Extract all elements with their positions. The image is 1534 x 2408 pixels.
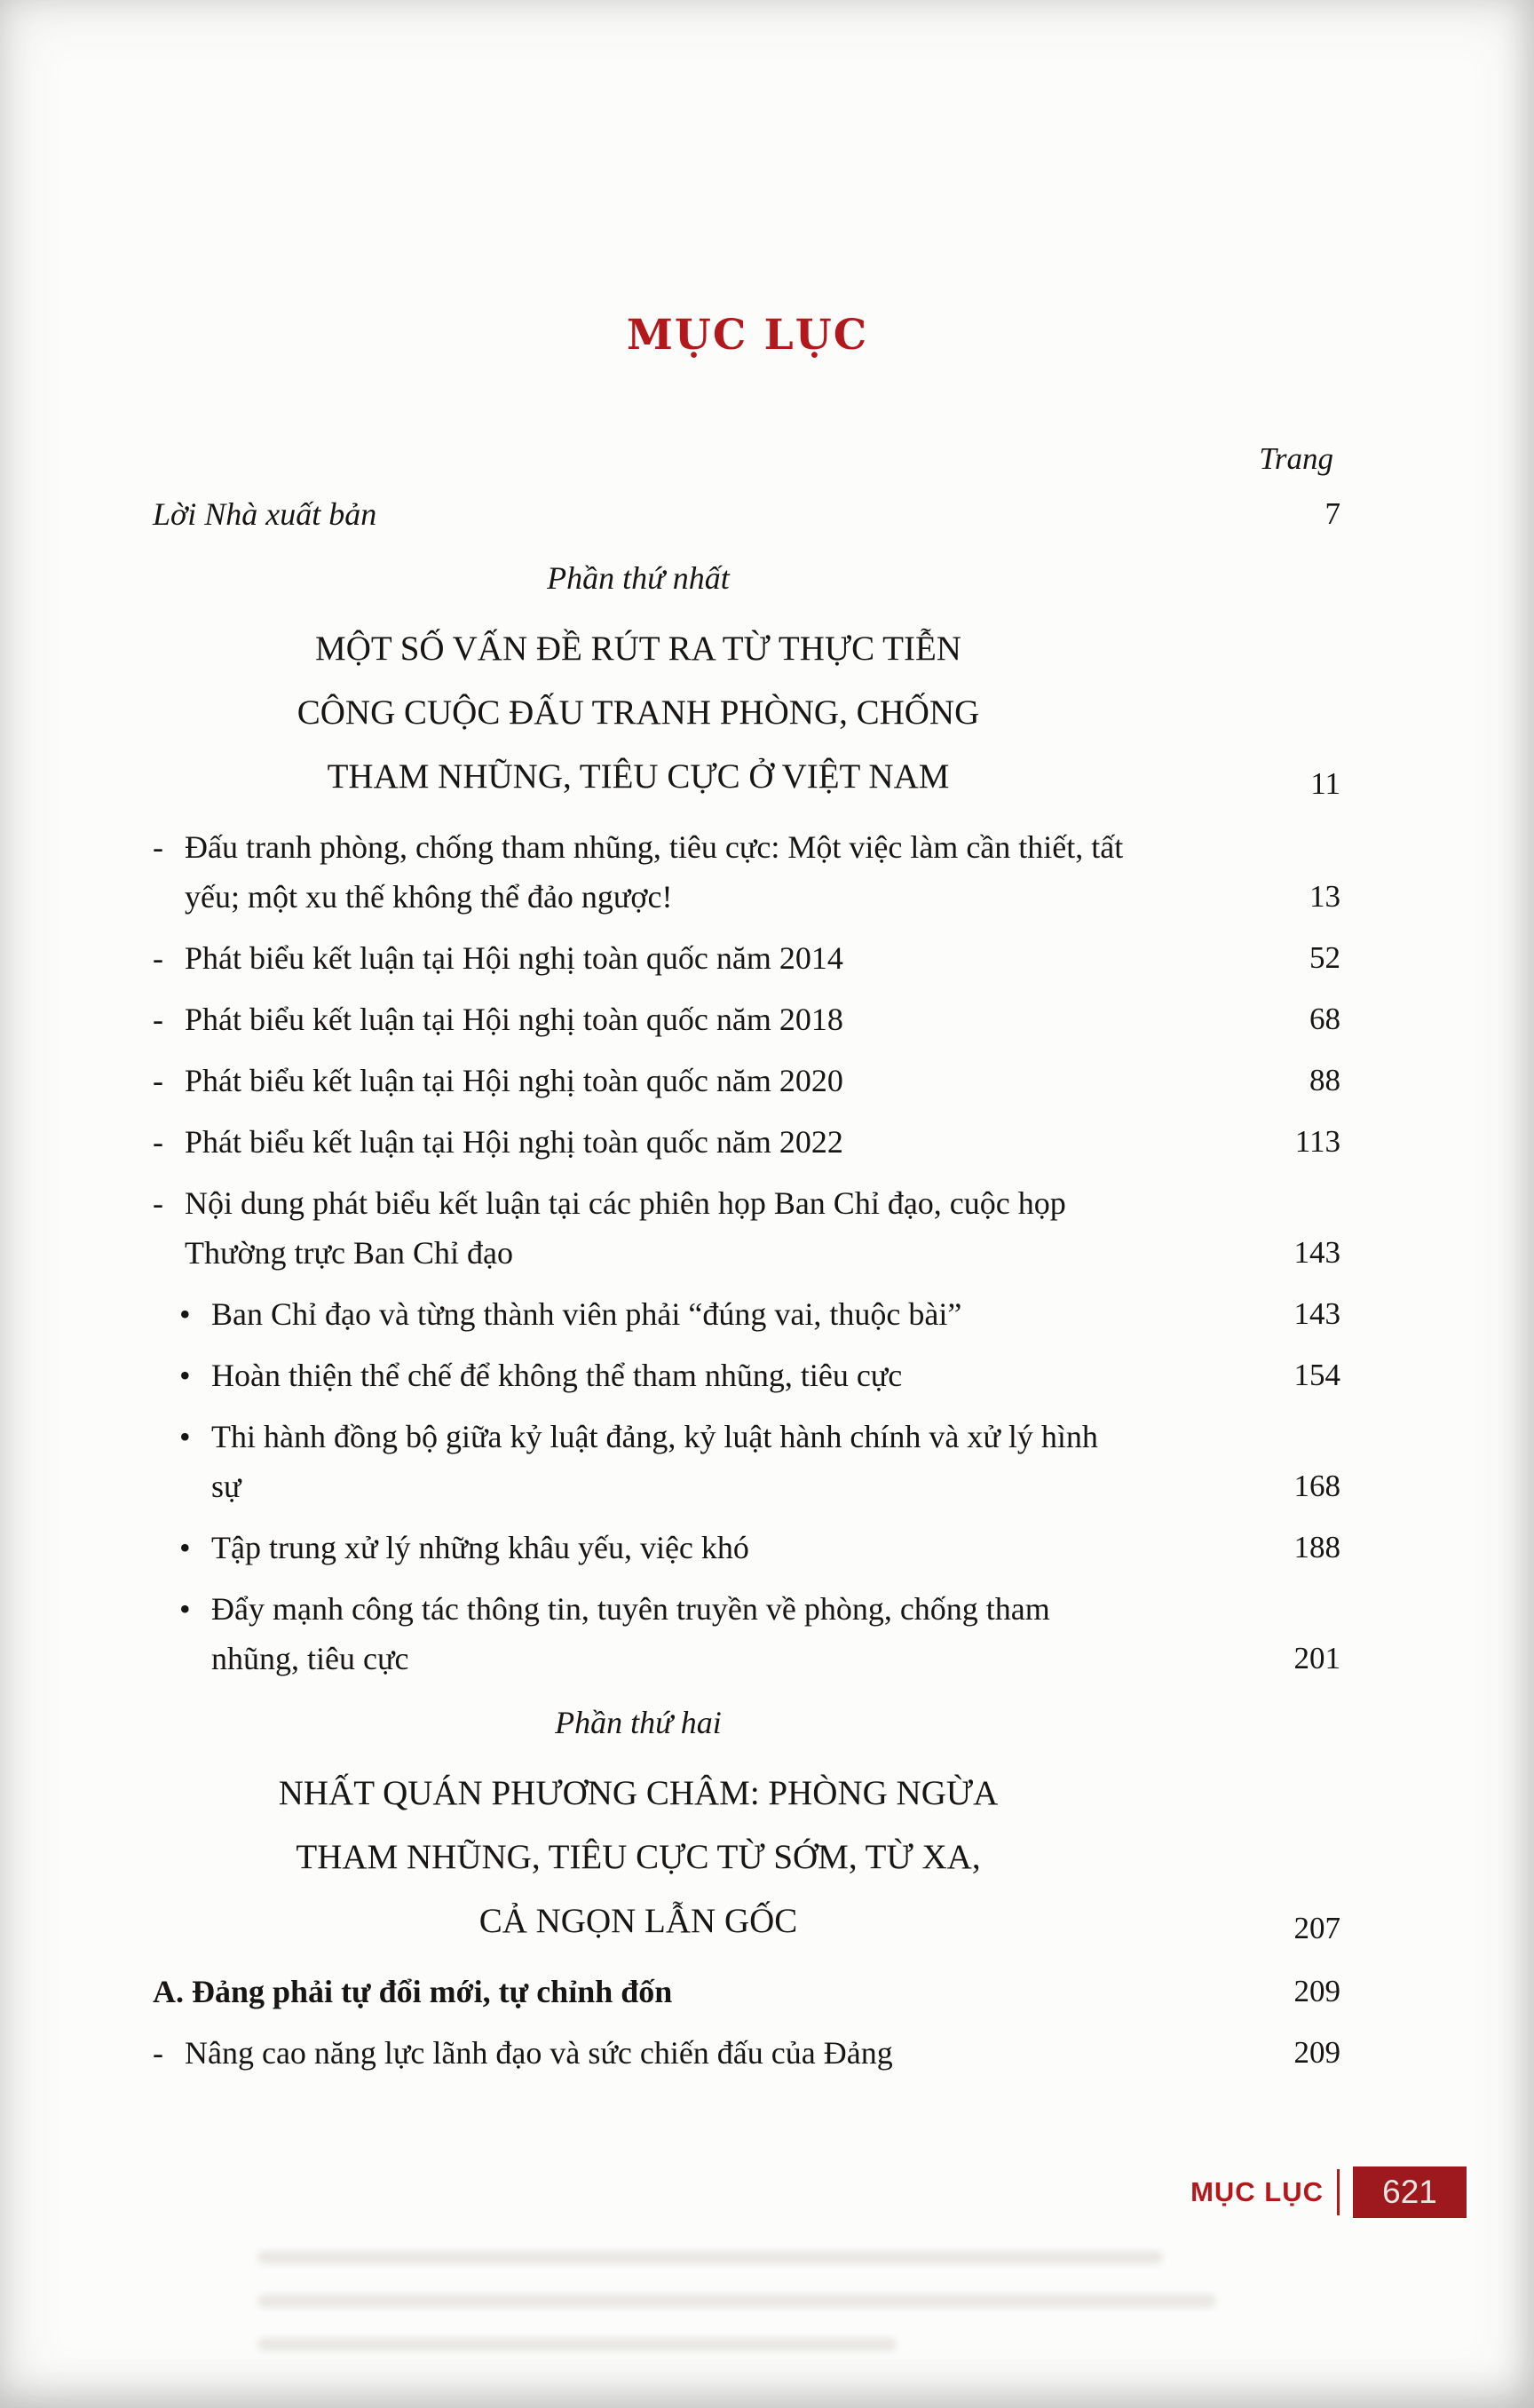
entry-label: Nâng cao năng lực lãnh đạo và sức chiến đấu của Đảng [185,2035,893,2071]
toc-entry [153,1412,1342,1511]
toc-entry-text [153,994,1124,1044]
toc-entry [153,933,1342,983]
toc-entry-page: 154 [1293,1358,1340,1392]
toc-entry [153,2028,1342,2078]
page-number: 621 [1382,2174,1437,2210]
section-title-line: NHẤT QUÁN PHƯƠNG CHÂM: PHÒNG NGỪA [278,1774,999,1812]
entry-label: Phát biểu kết luận tại Hội nghị toàn quốc năm 2022 [185,1124,843,1160]
dash-marker: - [153,1002,163,1037]
dash-marker: - [153,1063,163,1098]
section-title-row [153,617,1342,809]
footer-divider [1337,2169,1340,2215]
toc-entry-text [179,1289,1124,1339]
toc-entry-text [179,1523,1124,1572]
toc-entry [153,489,1342,539]
entry-label: Đấu tranh phòng, chống tham nhũng, tiêu cực: Một việc làm cần thiết, tất yếu; một xu thế không thể đảo ngược! [185,829,1124,915]
toc-entry-text [153,2028,1124,2078]
toc-entry-page: 188 [1293,1530,1340,1564]
toc-entry-text [153,933,1124,983]
section-title-line: MỘT SỐ VẤN ĐỀ RÚT RA TỪ THỰC TIỄN [315,630,961,668]
entry-label: Nội dung phát biểu kết luận tại các phiên họp Ban Chỉ đạo, cuộc họp Thường trực Ban Chỉ đạo [185,1185,1066,1271]
page-title: MỤC LỤC [626,311,869,360]
toc-entry-page: 207 [1293,1911,1340,1945]
toc-entry-page: 68 [1309,1002,1340,1036]
toc-entry-text: A. Đảng phải tự đổi mới, tự chỉnh đốn [153,1974,673,2009]
toc-entry-page: 11 [1310,766,1340,801]
toc-entry-page: 7 [1324,496,1340,531]
section-title-line: CẢ NGỌN LẪN GỐC [478,1902,798,1940]
show-through-line [257,2251,1163,2264]
toc-entry [153,1056,1342,1105]
entry-label: Ban Chỉ đạo và từng thành viên phải “đúng vai, thuộc bài” [211,1296,962,1332]
toc-entry [153,1289,1342,1339]
toc-entry-page: 88 [1309,1063,1340,1097]
show-through-artifact [257,2251,1216,2381]
toc-entry [153,1584,1342,1683]
page-number-box [1353,2166,1467,2218]
footer-section-label: MỤC LỤC [1190,2176,1324,2207]
section-title-line: THAM NHŨNG, TIÊU CỰC Ở VIỆT NAM [327,757,950,796]
page-column-header: Trang [1259,441,1333,476]
section-title [153,617,1124,809]
part-heading-row [153,1698,1342,1747]
toc-entry [153,1178,1342,1278]
part-heading-row [153,553,1342,603]
toc-entry [153,822,1342,922]
toc-entry-page: 168 [1293,1469,1340,1503]
section-title-line: THAM NHŨNG, TIÊU CỰC TỪ SỚM, TỪ XA, [296,1838,981,1876]
dash-marker: - [153,829,163,865]
table-of-contents [153,311,1342,2089]
entry-label: Thi hành đồng bộ giữa kỷ luật đảng, kỷ luật hành chính và xử lý hình sự [211,1419,1098,1504]
toc-entry-page: 52 [1309,940,1340,975]
page-footer [1190,2166,1467,2218]
dash-marker: - [153,1185,163,1221]
toc-entry [153,1117,1342,1167]
toc-entry-page: 143 [1293,1296,1340,1331]
bullet-marker: • [179,1296,191,1332]
entry-label: Tập trung xử lý những khâu yếu, việc khó [211,1530,749,1565]
dash-marker: - [153,1124,163,1160]
toc-entry-text [179,1351,1124,1400]
toc-entry [153,1351,1342,1400]
toc-entry [153,994,1342,1044]
toc-entry-text [153,1056,1124,1105]
toc-entry-text [153,1178,1124,1278]
toc-entry-text: Lời Nhà xuất bản [153,496,377,532]
toc-entry-page: 143 [1293,1235,1340,1270]
entry-label: Phát biểu kết luận tại Hội nghị toàn quốc năm 2014 [185,940,843,976]
show-through-line [257,2294,1216,2308]
dash-marker: - [153,2035,163,2071]
toc-entry-page: 209 [1293,1974,1340,2008]
part-heading: Phần thứ hai [555,1705,722,1740]
entry-label: Đẩy mạnh công tác thông tin, tuyên truyền về phòng, chống tham nhũng, tiêu cực [211,1591,1050,1676]
entry-label: Phát biểu kết luận tại Hội nghị toàn quốc năm 2020 [185,1063,843,1098]
toc-entry-page: 201 [1293,1641,1340,1675]
entry-label: Phát biểu kết luận tại Hội nghị toàn quốc năm 2018 [185,1002,843,1037]
toc-entry-text [179,1584,1124,1683]
dash-marker: - [153,940,163,976]
section-title-row [153,1762,1342,1953]
bullet-marker: • [179,1358,191,1393]
toc-entry-text [153,822,1124,922]
toc-entry-text [179,1412,1124,1511]
toc-entry [153,1967,1342,2016]
show-through-line [257,2338,897,2351]
toc-entry-text [153,1117,1124,1167]
bullet-marker: • [179,1591,191,1627]
section-title [153,1762,1124,1953]
toc-entry-page: 13 [1309,879,1340,914]
bullet-marker: • [179,1530,191,1565]
toc-entry [153,1523,1342,1572]
entry-label: Hoàn thiện thể chế để không thể tham nhũng, tiêu cực [211,1358,903,1393]
toc-entry-page: 209 [1293,2035,1340,2070]
bullet-marker: • [179,1419,191,1454]
part-heading: Phần thứ nhất [547,560,730,596]
toc-entry-page: 113 [1294,1124,1340,1159]
column-header-row [153,434,1342,484]
section-title-line: CÔNG CUỘC ĐẤU TRANH PHÒNG, CHỐNG [297,693,980,732]
